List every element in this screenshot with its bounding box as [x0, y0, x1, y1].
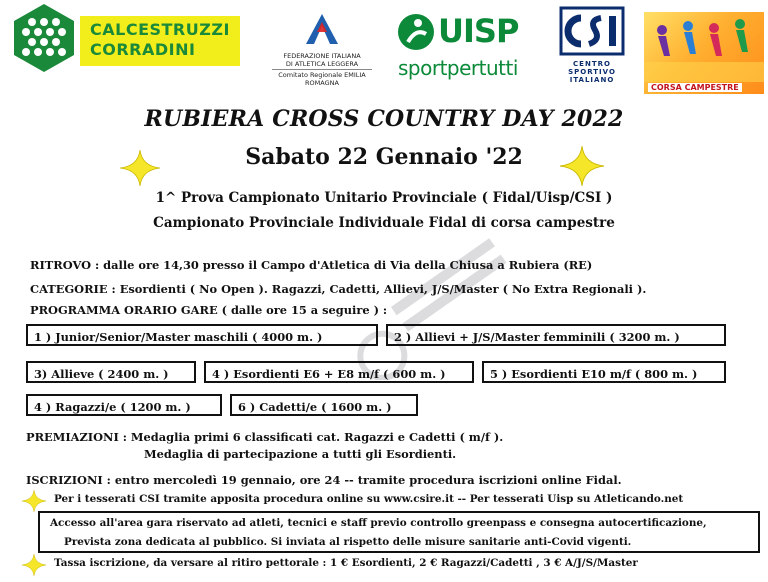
- calcestruzzi-text: CALCESTRUZZI: [90, 20, 230, 39]
- tassa-text: Tassa iscrizione, da versare al ritiro pettorale : 1 € Esordienti, 2 € Ragazzi/Cadetti , 3 € A/J/S/Master: [54, 557, 638, 569]
- categorie-text: CATEGORIE : Esordienti ( No Open ). Ragazzi, Cadetti, Allievi, J/S/Master ( No Extra Regionali ).: [30, 282, 647, 296]
- csi-name: [556, 60, 628, 84]
- notice-line-1: Accesso all'area gara riservato ad atleti, tecnici e staff previo controllo greenpass e consegna autocertificazione,: [50, 517, 707, 529]
- ritrovo-text: RITROVO : dalle ore 14,30 presso il Campo d'Atletica di Via della Chiusa a Rubiera (RE): [30, 258, 593, 272]
- event-title: RUBIERA CROSS COUNTRY DAY 2022: [144, 106, 624, 132]
- csi-logo: [556, 6, 628, 84]
- notice-line-2: Prevista zona dedicata al pubblico. Si inviata al rispetto delle misure sanitarie anti-Covid vigenti.: [64, 536, 632, 548]
- corradini-text: CORRADINI: [90, 40, 196, 59]
- race-box: 2 ) Allievi + J/S/Master femminili ( 3200 m. ): [386, 324, 726, 346]
- csi-line1: CENTRO: [573, 60, 611, 68]
- race-box: 5 ) Esordienti E10 m/f ( 800 m. ): [482, 361, 726, 383]
- uisp-figure-icon: [396, 12, 436, 52]
- csi-line3: ITALIANO: [569, 76, 615, 84]
- corsa-campestre-image: [644, 12, 764, 94]
- race-box: 4 ) Esordienti E6 + E8 m/f ( 600 m. ): [204, 361, 474, 383]
- fidal-committee: Comitato Regionale EMILIA ROMAGNA: [272, 69, 372, 87]
- covid-notice-box: [38, 511, 760, 553]
- race-box: 1 ) Junior/Senior/Master maschili ( 4000 m. ): [26, 324, 378, 346]
- premiazioni-text: PREMIAZIONI : Medaglia primi 6 classificati cat. Ragazzi e Cadetti ( m/f ).: [26, 430, 504, 444]
- championship-line-2: Campionato Provinciale Individuale Fidal di corsa campestre: [153, 215, 615, 231]
- iscrizioni-csi-uisp-text: Per i tesserati CSI tramite apposita procedura online su www.csire.it -- Per tesserati Uisp su Atleticando.net: [54, 493, 684, 505]
- fidal-emblem-icon: [300, 12, 344, 46]
- fidal-name: [262, 52, 382, 68]
- fidal-line2: DI ATLETICA LEGGERA: [285, 60, 359, 68]
- premiazioni-text-2: Medaglia di partecipazione a tutti gli Esordienti.: [144, 447, 457, 461]
- race-box: 6 ) Cadetti/e ( 1600 m. ): [230, 394, 418, 416]
- sparkle-star-icon: [22, 490, 46, 512]
- championship-line-1: 1^ Prova Campionato Unitario Provinciale ( Fidal/Uisp/CSI ): [155, 190, 613, 206]
- sparkle-star-icon: [560, 146, 604, 186]
- corsa-campestre-label: CORSA CAMPESTRE: [648, 83, 742, 92]
- iscrizioni-text: ISCRIZIONI : entro mercoledì 19 gennaio, ore 24 -- tramite procedura iscrizioni online Fidal.: [26, 473, 622, 487]
- uisp-logo: [396, 10, 536, 82]
- hexagon-grid-icon: [8, 2, 80, 74]
- runners-icon: [644, 12, 764, 82]
- event-date: Sabato 22 Gennaio '22: [245, 144, 523, 170]
- race-box: 4 ) Ragazzi/e ( 1200 m. ): [26, 394, 222, 416]
- csi-line2: SPORTIVO: [568, 68, 616, 76]
- fidal-line1: FEDERAZIONE ITALIANA: [283, 52, 361, 60]
- uisp-tagline: sportpertutti: [398, 56, 518, 80]
- race-box: 3) Allieve ( 2400 m. ): [26, 361, 196, 383]
- programma-heading: PROGRAMMA ORARIO GARE ( dalle ore 15 a seguire ) :: [30, 303, 388, 317]
- uisp-name: UISP: [438, 12, 519, 50]
- sparkle-star-icon: [22, 554, 46, 576]
- calcestruzzi-corradini-logo: [4, 2, 240, 74]
- csi-emblem-icon: [559, 6, 625, 56]
- fidal-logo: [262, 12, 382, 87]
